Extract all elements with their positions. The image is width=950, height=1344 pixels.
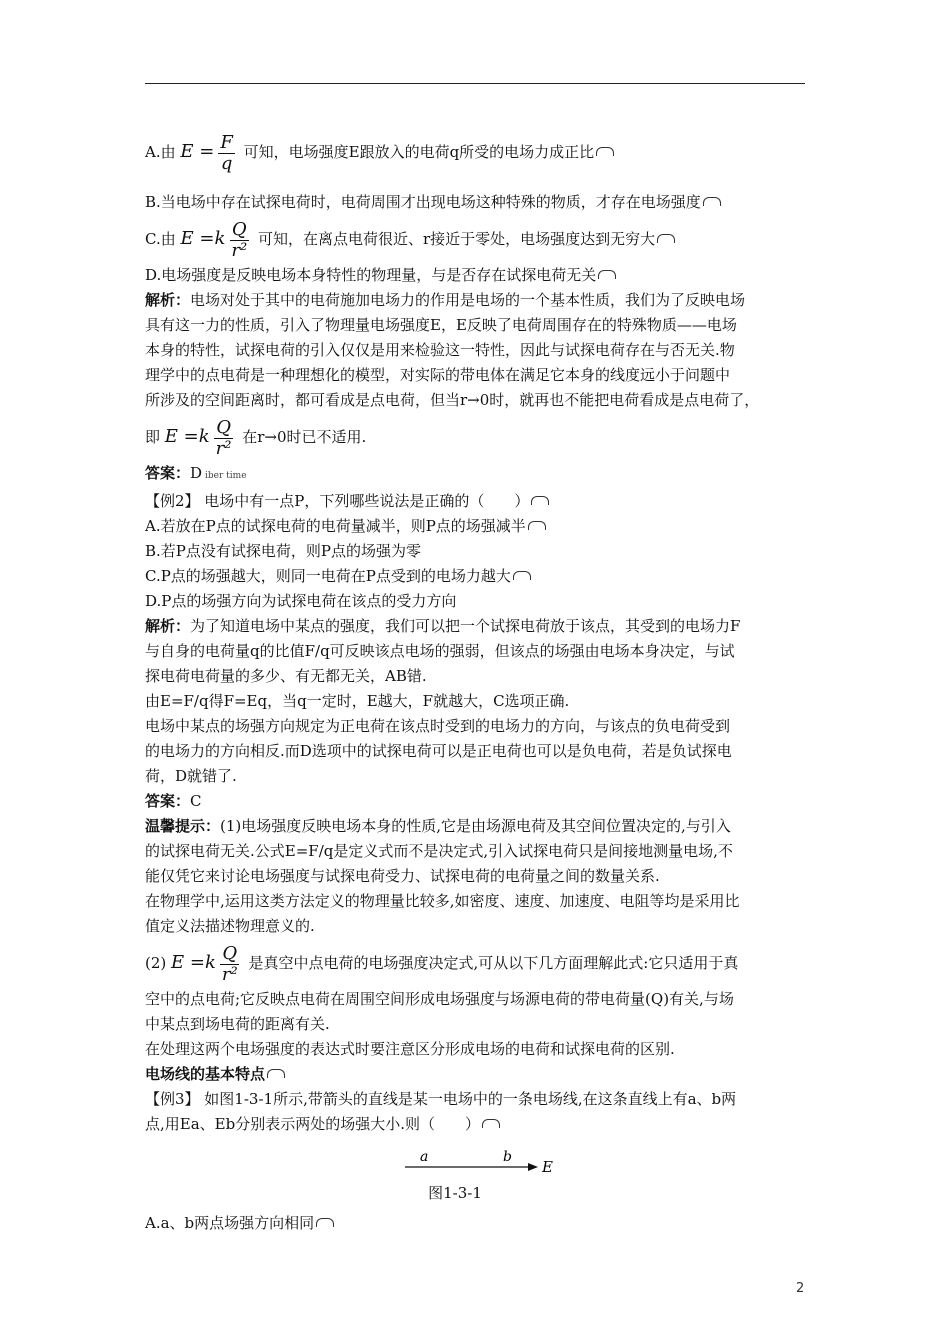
analysis-text: 为了知道电场中某点的强度，我们可以把一个试探电荷放于该点，其受到的电场力F [190, 617, 741, 635]
option-text: D.P点的场强方向为试探电荷在该点的受力方向 [145, 592, 457, 610]
tip-text: 是真空中点电荷的电场强度决定式,可从以下几方面理解此式:它只适用于真 [248, 954, 739, 972]
tip-7 [145, 987, 807, 1012]
tip-text: 的试探电荷无关.公式E=F/q是定义式而不是决定式,引入试探电荷只是间接地测量电场,不 [145, 842, 733, 860]
figure-caption: 图1-3-1 [428, 1184, 482, 1202]
fraction-denominator: r² [231, 239, 248, 261]
analysis-label: 解析： [145, 291, 191, 309]
formula-q-over-r2 [229, 220, 249, 261]
formula-kq-lhs: E =k [164, 426, 210, 447]
example-2-c [145, 564, 807, 589]
analysis-4 [145, 363, 807, 388]
analysis-label: 解析： [145, 617, 191, 635]
tip-5 [145, 914, 807, 939]
return-mark-icon [482, 1119, 500, 1128]
fraction-denominator: r² [215, 437, 232, 459]
header-rule [145, 83, 805, 84]
analysis-text: 本身的特性，试探电荷的引入仅仅是用来检验这一特性，因此与试探电荷存在与否无关.物 [145, 341, 735, 359]
return-mark-icon [528, 521, 546, 530]
analysis-3 [145, 338, 807, 363]
tip-text: 值定义法描述物理意义的. [145, 917, 315, 935]
analysis-text: 由E=F/q得F=Eq，当q一定时，E越大，F就越大，C选项正确. [145, 692, 570, 710]
analysis-text: 荷，D就错了. [145, 767, 237, 785]
return-mark-icon [703, 197, 721, 206]
tip-3 [145, 864, 807, 889]
tip-label: 温馨提示： [145, 817, 221, 835]
tip-text: (1)电场强度反映电场本身的性质,它是由场源电荷及其空间位置决定的,与引入 [220, 817, 731, 835]
answer-1 [145, 461, 807, 489]
example-text: 【例3】 如图1-3-1所示,带箭头的直线是某一电场中的一条电场线,在这条直线上有a、b两 [145, 1090, 737, 1108]
example-2-analysis-1 [145, 614, 807, 639]
fraction-numerator: Q [216, 416, 231, 438]
fraction-numerator: F [220, 131, 233, 153]
option-d-text: D.电场强度是反映电场本身特性的物理量，与是否存在试探电荷无关 [145, 266, 597, 284]
option-a-prefix: A.由 [145, 143, 176, 161]
analysis-text: 探电荷电荷量的多少、有无都无关，AB错. [145, 667, 427, 685]
tip-text: 在物理学中,运用这类方法定义的物理量比较多,如密度、速度、加速度、电阻等均是采用比 [145, 892, 740, 910]
option-c-prefix: C.由 [145, 230, 176, 248]
formula-q-over-r2 [220, 944, 240, 985]
tip-text: 能仅凭它来讨论电场强度与试探电荷受力、试探电荷的电荷量之间的数量关系. [145, 867, 660, 885]
answer-value: D [190, 464, 203, 482]
point-a-label: a [420, 1149, 429, 1165]
option-a-text: 可知，电场强度E跟放入的电荷q所受的电场力成正比 [243, 143, 595, 161]
example-text: 【例2】 电场中有一点P，下列哪些说法是正确的（ ） [145, 492, 530, 510]
page-number: 2 [796, 1281, 805, 1296]
option-b [145, 190, 807, 215]
formula-e-lhs: E = [180, 141, 215, 162]
analysis-2 [145, 313, 807, 338]
document-body [145, 128, 807, 1236]
return-mark-icon [267, 1069, 285, 1078]
option-b-text: B.当电场中存在试探电荷时，电荷周围才出现电场这种特殊的物质，才存在电场强度 [145, 193, 701, 211]
analysis-text: 理学中的点电荷是一种理想化的模型，对实际的带电体在满足它本身的线度远小于问题中 [145, 366, 731, 384]
tip-4 [145, 889, 807, 914]
formula-kq-lhs: E =k [171, 952, 216, 973]
analysis-5 [145, 388, 807, 413]
analysis-text: 与自身的电荷量q的比值F/q可反映该点电场的强弱，但该点的场强由电场本身决定，与试 [145, 642, 735, 660]
example-2-b [145, 539, 807, 564]
example-2-d [145, 589, 807, 614]
section-title-text: 电场线的基本特点 [145, 1065, 266, 1083]
option-d [145, 263, 807, 288]
return-mark-icon [657, 234, 675, 243]
tip-6 [145, 939, 807, 987]
answer-label: 答案： [145, 792, 191, 810]
example-2-analysis-3 [145, 664, 807, 689]
tip-1 [145, 814, 807, 839]
option-a [145, 128, 807, 176]
example-2-analysis-6 [145, 739, 807, 764]
option-text: C.P点的场强越大，则同一电荷在P点受到的电场力越大 [145, 567, 511, 585]
option-text: A.若放在P点的试探电荷的电荷量减半，则P点的场强减半 [145, 517, 526, 535]
fraction-denominator: r² [221, 963, 238, 985]
formula-e-f-over-q [218, 133, 235, 174]
analysis-text: 具有这一力的性质，引入了物理量电场强度E，E反映了电荷周围存在的特殊物质——电场 [145, 316, 737, 334]
example-3-2 [145, 1112, 807, 1137]
return-mark-icon [531, 496, 549, 505]
analysis-text: 的电场力的方向相反.而D选项中的试探电荷可以是正电荷也可以是负电荷，若是负试探电 [145, 742, 732, 760]
tip-text: 中某点到场电荷的距离有关. [145, 1015, 330, 1033]
answer-2 [145, 789, 807, 814]
answer-note: iber time [205, 471, 247, 481]
analysis-text: 电场中某点的场强方向规定为正电荷在该点时受到的电场力的方向，与该点的负电荷受到 [145, 717, 731, 735]
field-e-label: E [542, 1158, 553, 1176]
analysis-prefix: 即 [145, 428, 161, 446]
section-title [145, 1062, 807, 1087]
tip-text: 空中的点电荷;它反映点电荷在周围空间形成电场强度与场源电荷的带电荷量(Q)有关,与场 [145, 990, 734, 1008]
point-b-label: b [503, 1149, 512, 1165]
example-2-analysis-2 [145, 639, 807, 664]
example-2-title [145, 489, 807, 514]
answer-value: C [190, 792, 202, 810]
tip-9 [145, 1037, 807, 1062]
example-3-a [145, 1211, 807, 1236]
tip-2 [145, 839, 807, 864]
analysis-text: 在r→0时已不适用. [242, 428, 367, 446]
option-c [145, 215, 807, 263]
example-2-a [145, 514, 807, 539]
example-2-analysis-7 [145, 764, 807, 789]
tip-text: 在处理这两个电场强度的表达式时要注意区分形成电场的电荷和试探电荷的区别. [145, 1040, 675, 1058]
analysis-text: 所涉及的空间距离时，都可看成是点电荷，但当r→0时，就再也不能把电荷看成是点电荷了， [145, 391, 760, 409]
example-text: 点,用Ea、Eb分别表示两处的场强大小.则（ ） [145, 1115, 480, 1133]
formula-q-over-r2 [214, 418, 234, 459]
tip-prefix: (2) [145, 954, 167, 972]
fraction-numerator: Q [222, 942, 238, 964]
option-text: B.若P点没有试探电荷，则P点的场强为零 [145, 542, 421, 560]
example-2-analysis-5 [145, 714, 807, 739]
return-mark-icon [596, 147, 614, 156]
example-2-analysis-4 [145, 689, 807, 714]
option-text: A.a、b两点场强方向相同 [145, 1214, 315, 1232]
return-mark-icon [598, 270, 616, 279]
tip-8 [145, 1012, 807, 1037]
answer-label: 答案： [145, 464, 191, 482]
analysis-text: 电场对处于其中的电荷施加电场力的作用是电场的一个基本性质，我们为了反映电场 [190, 291, 746, 309]
option-c-text: 可知，在离点电荷很近、r接近于零处，电场强度达到无穷大 [257, 230, 656, 248]
return-mark-icon [316, 1218, 334, 1227]
fraction-numerator: Q [231, 218, 247, 240]
analysis-6 [145, 413, 807, 461]
return-mark-icon [513, 571, 531, 580]
analysis-1 [145, 288, 807, 313]
fraction-denominator: q [220, 152, 233, 174]
field-line-diagram [400, 1137, 570, 1177]
figure-1-3-1 [145, 1137, 807, 1181]
formula-kq-lhs: E =k [180, 228, 226, 249]
example-3-1 [145, 1087, 807, 1112]
arrow-head-icon [528, 1163, 538, 1171]
